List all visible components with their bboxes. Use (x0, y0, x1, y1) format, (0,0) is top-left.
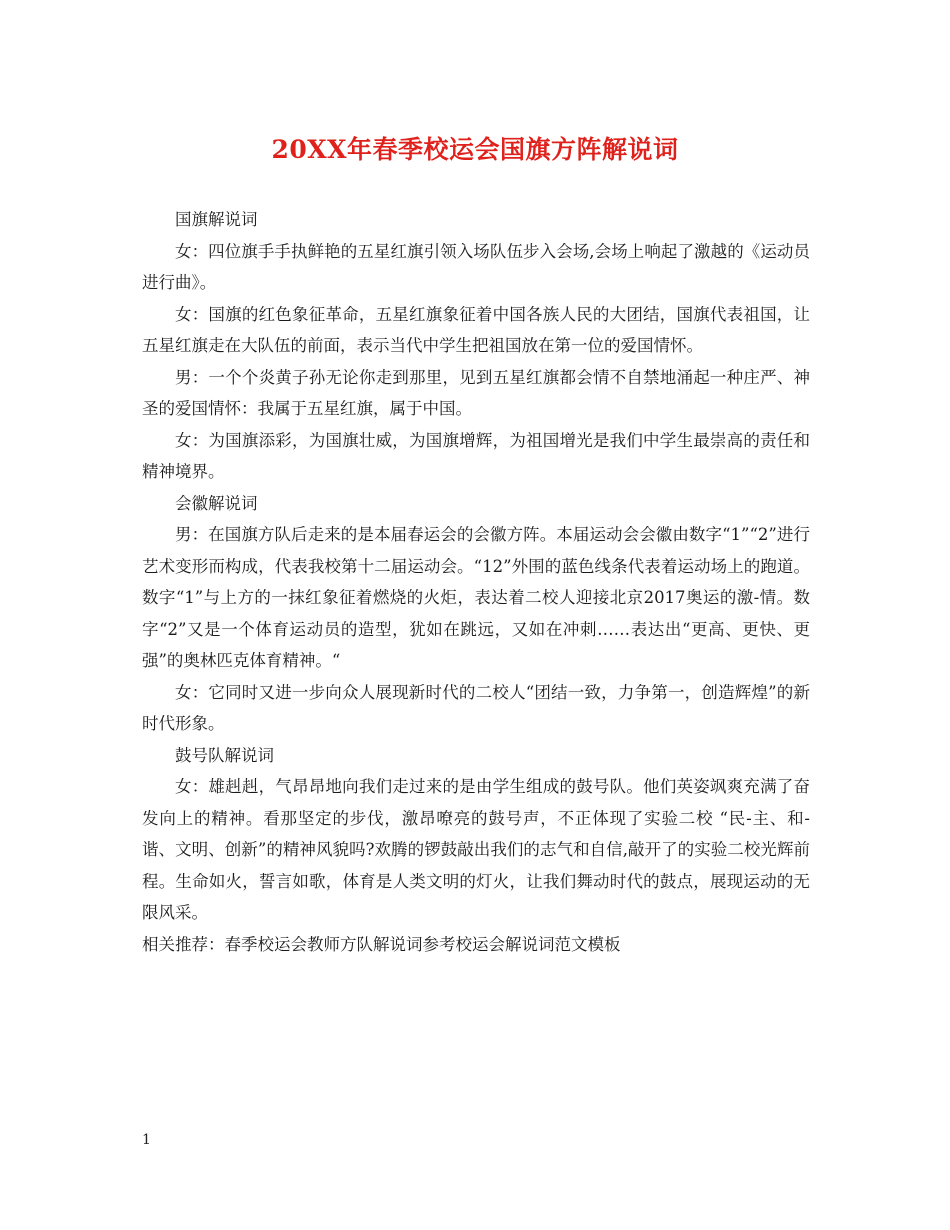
section-heading-emblem: 会徽解说词 (175, 493, 258, 513)
paragraph: 女：为国旗添彩，为国旗壮威，为国旗增辉，为祖国增光是我们中学生最崇高的责任和精神境界。 (142, 430, 810, 481)
paragraph: 女：四位旗手手执鲜艳的五星红旗引领入场队伍步入会场,会场上响起了激越的《运动员进行曲》。 (142, 241, 810, 292)
paragraph: 女：国旗的红色象征革命，五星红旗象征着中国各族人民的大团结，国旗代表祖国，让五星红旗走在大队伍的前面，表示当代中学生把祖国放在第一位的爱国情怀。 (142, 304, 810, 355)
document-body (142, 204, 810, 960)
section-heading-flag: 国旗解说词 (175, 210, 258, 229)
paragraph: 女：雄赳赳，气昂昂地向我们走过来的是由学生组成的鼓号队。他们英姿飒爽充满了奋发向上的精神。看那坚定的步伐，激昂嘹亮的鼓号声，不正体现了实验二校 “民-主、和-谐、文明、创新”的精神风貌吗?欢腾的锣鼓敲出我们的志气和自信,敲开了的实验二校光辉前程。生命如火，誓言如歌，体育是人类文明的灯火，让我们舞动时代的鼓点，展现运动的无限风采。 (142, 777, 810, 922)
page-title: 20XX年春季校运会国旗方阵解说词 (271, 135, 679, 164)
related-recommendation: 相关推荐：春季校运会教师方队解说词参考校运会解说词范文模板 (142, 934, 621, 954)
paragraph: 女：它同时又进一步向众人展现新时代的二校人“团结一致，力争第一，创造辉煌”的新时代形象。 (142, 682, 810, 733)
paragraph: 男：在国旗方队后走来的是本届春运会的会徽方阵。本届运动会会徽由数字“1”“2”进行艺术变形而构成，代表我校第十二届运动会。“12”外围的蓝色线条代表着运动场上的跑道。数字“1”与上方的一抹红象征着燃烧的火炬，表达着二校人迎接北京2017奥运的激-情。数字“2”又是一个体育运动员的造型，犹如在跳远，又如在冲刺……表达出“更高、更快、更强”的奥林匹克体育精神。“ (142, 525, 810, 670)
page-number: 1 (142, 1132, 151, 1148)
paragraph: 男：一个个炎黄子孙无论你走到那里，见到五星红旗都会情不自禁地涌起一种庄严、神圣的爱国情怀：我属于五星红旗，属于中国。 (142, 367, 810, 418)
section-heading-drum-band: 鼓号队解说词 (175, 745, 274, 765)
